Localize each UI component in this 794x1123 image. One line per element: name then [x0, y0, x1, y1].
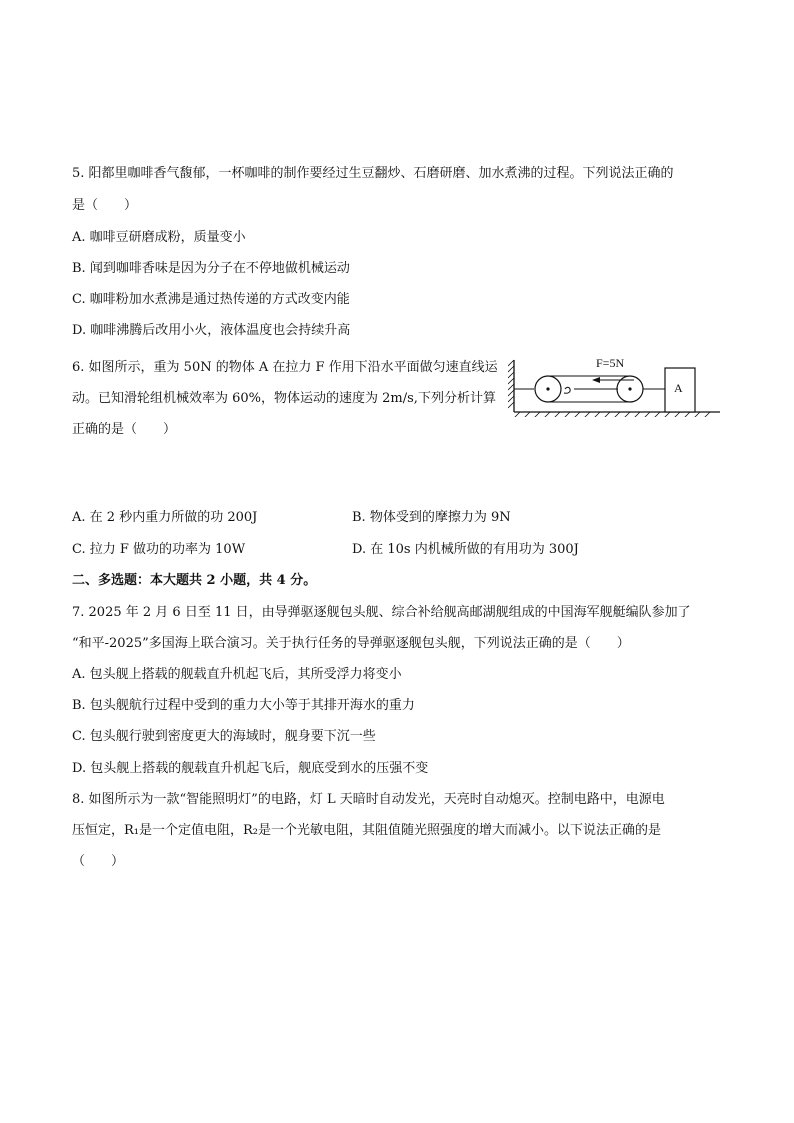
- q6-option-c: C. 拉力 F 做功的功率为 10W: [72, 542, 246, 557]
- rope-end-hook: [564, 387, 570, 393]
- wall-hatching: [508, 360, 514, 408]
- q6-option-b: B. 物体受到的摩擦力为 9N: [352, 510, 511, 525]
- q7-option-c: C. 包头舰行驶到密度更大的海域时，舰身要下沉一些: [72, 729, 376, 744]
- moving-pulley-axle: [628, 387, 631, 390]
- fixed-pulley-axle: [546, 387, 549, 390]
- q6-stem: 6. 如图所示，重为 50N 的物体 A 在拉力 F 作用下沿水平面做匀速直线运动。已知滑轮组机械效率为 60%，物体运动的速度为 2m/s,下列分析计算正确的是（ ）: [72, 360, 498, 437]
- section2-heading: 二、多选题：本大题共 2 小题，共 4 分。: [72, 573, 317, 588]
- q8-stem-line3: （ ）: [72, 854, 125, 869]
- q6-option-a: A. 在 2 秒内重力所做的功 200J: [72, 510, 258, 525]
- pulley-system-figure: [508, 352, 723, 417]
- q7-option-b: B. 包头舰航行过程中受到的重力大小等于其排开海水的重力: [72, 698, 415, 713]
- q5-stem-line2: 是（ ）: [72, 198, 138, 213]
- q5-option-b: B. 闻到咖啡香味是因为分子在不停地做机械运动: [72, 261, 350, 276]
- q8-stem-line2: 压恒定，R₁是一个定值电阻，R₂是一个光敏电阻，其阻值随光照强度的增大而减小。以下说法正确的是: [72, 823, 661, 838]
- q5-option-a: A. 咖啡豆研磨成粉，质量变小: [72, 230, 246, 245]
- q7-stem-line1: 7. 2025 年 2 月 6 日至 11 日，由导弹驱逐舰包头舰、综合补给舰高邮湖舰组成的中国海军舰艇编队参加了: [72, 605, 691, 620]
- q7-stem-line2: “和平-2025”多国海上联合演习。关于执行任务的导弹驱逐舰包头舰，下列说法正确的是（ ）: [72, 636, 630, 651]
- ground-hatching: [514, 412, 710, 417]
- force-label: F=5N: [596, 356, 625, 370]
- q5-option-d: D. 咖啡沸腾后改用小火，液体温度也会持续升高: [72, 323, 351, 338]
- block-a-label: A: [674, 381, 683, 395]
- q7-option-a: A. 包头舰上搭载的舰载直升机起飞后，其所受浮力将变小: [72, 667, 402, 682]
- force-arrow-head: [592, 377, 600, 383]
- q6-option-d: D. 在 10s 内机械所做的有用功为 300J: [352, 542, 579, 557]
- q5-stem-line1: 5. 阳都里咖啡香气馥郁，一杯咖啡的制作要经过生豆翻炒、石磨研磨、加水煮沸的过程。下列说法正确的: [72, 166, 674, 181]
- q7-option-d: D. 包头舰上搭载的舰载直升机起飞后，舰底受到水的压强不变: [72, 761, 429, 776]
- q8-stem-line1: 8. 如图所示为一款“智能照明灯”的电路，灯 L 天暗时自动发光，天亮时自动熄灭。控制电路中，电源电: [72, 792, 665, 807]
- q5-option-c: C. 咖啡粉加水煮沸是通过热传递的方式改变内能: [72, 292, 350, 307]
